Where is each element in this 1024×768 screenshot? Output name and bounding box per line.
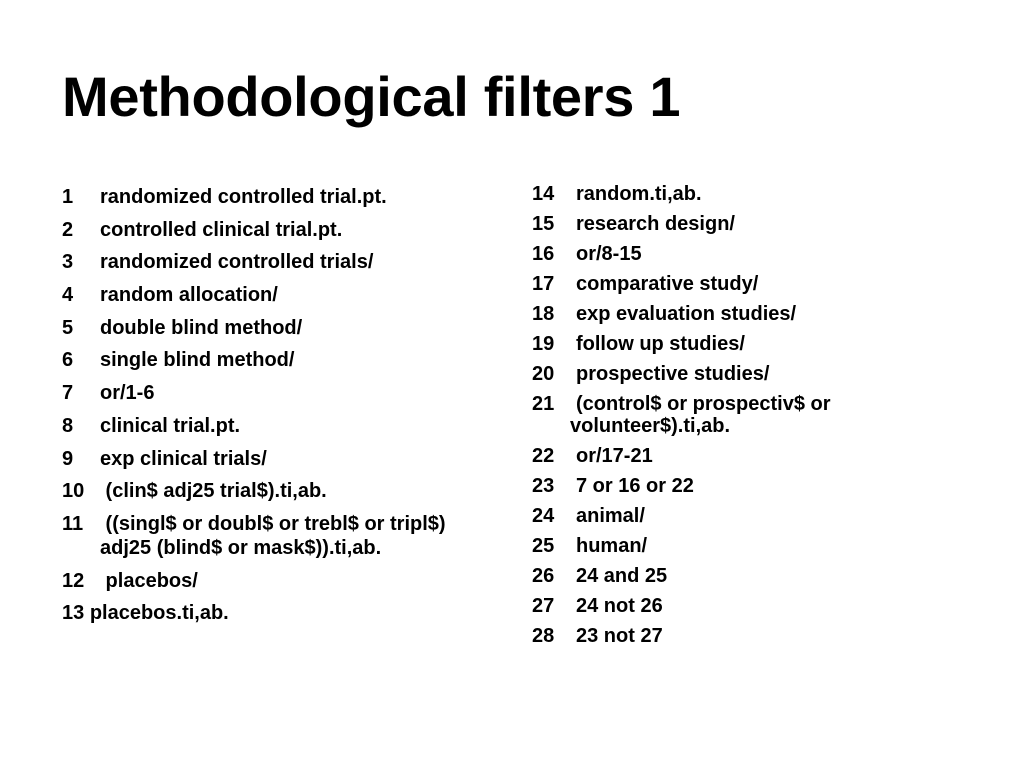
item-number: 14	[532, 183, 555, 205]
list-item	[532, 565, 1002, 587]
list-item	[62, 414, 512, 438]
list-item	[532, 303, 1002, 325]
item-text: exp evaluation studies/	[576, 303, 797, 325]
item-number: 20	[532, 363, 555, 385]
list-item	[62, 447, 512, 471]
item-number: 10	[62, 480, 85, 503]
item-text: double blind method/	[100, 316, 303, 339]
list-item	[532, 595, 1002, 617]
item-text: placebos.ti,ab.	[89, 602, 229, 625]
item-text-line2: volunteer$).ti,ab.	[570, 415, 731, 437]
list-item	[532, 333, 1002, 355]
item-number: 12	[62, 569, 85, 592]
list-item	[532, 393, 1002, 437]
item-number: 19	[532, 333, 555, 355]
item-number: 28	[532, 625, 555, 647]
list-item	[62, 601, 512, 625]
item-number: 1	[62, 186, 74, 208]
item-number: 27	[532, 595, 555, 617]
item-text: single blind method/	[100, 349, 295, 372]
list-item	[532, 213, 1002, 235]
list-item	[62, 283, 512, 307]
item-text: comparative study/	[576, 273, 759, 295]
item-text: animal/	[576, 505, 645, 527]
item-number: 13	[62, 602, 85, 625]
item-text: prospective studies/	[576, 363, 770, 385]
item-text: 24 not 26	[576, 595, 663, 617]
list-item	[532, 363, 1002, 385]
item-number: 21	[532, 393, 555, 415]
item-number: 11	[62, 512, 84, 535]
item-number: 18	[532, 303, 555, 325]
item-text: random allocation/	[100, 284, 278, 307]
item-number: 2	[62, 218, 74, 241]
item-number: 16	[532, 243, 555, 265]
item-text-line1: (control$ or prospectiv$ or	[576, 393, 831, 415]
filter-list-right	[532, 183, 1002, 655]
list-item	[532, 273, 1002, 295]
item-text: or/1-6	[100, 382, 155, 405]
item-number: 5	[62, 316, 74, 339]
list-item	[62, 218, 512, 242]
item-text: exp clinical trials/	[100, 447, 267, 470]
item-number: 26	[532, 565, 555, 587]
list-item	[62, 250, 512, 274]
item-text: (clin$ adj25 trial$).ti,ab.	[100, 480, 327, 503]
item-number: 4	[62, 284, 74, 307]
list-item	[532, 445, 1002, 467]
item-text: controlled clinical trial.pt.	[100, 218, 343, 241]
item-text: clinical trial.pt.	[100, 414, 241, 437]
item-number: 9	[62, 447, 74, 470]
item-text: 24 and 25	[576, 565, 668, 587]
list-item	[62, 185, 512, 209]
filter-list-left	[62, 185, 512, 634]
list-item	[62, 512, 512, 560]
list-item	[532, 183, 1002, 205]
item-text: follow up studies/	[576, 333, 745, 355]
item-number: 15	[532, 213, 555, 235]
list-item	[532, 505, 1002, 527]
item-text: or/8-15	[576, 243, 642, 265]
list-item	[532, 475, 1002, 497]
slide-title: Methodological filters 1	[62, 65, 681, 128]
list-item	[62, 569, 512, 593]
item-number: 6	[62, 349, 74, 372]
item-text: human/	[576, 535, 648, 557]
item-text: or/17-21	[576, 445, 653, 467]
list-item	[62, 381, 512, 405]
item-text: randomized controlled trial.pt.	[100, 186, 387, 208]
list-item	[532, 625, 1002, 647]
item-number: 8	[62, 414, 74, 437]
item-text: random.ti,ab.	[576, 183, 702, 205]
item-number: 7	[62, 382, 74, 405]
item-text: research design/	[576, 213, 735, 235]
item-number: 25	[532, 535, 555, 557]
list-item	[62, 479, 512, 503]
item-text: 23 not 27	[576, 625, 663, 647]
item-text: placebos/	[100, 569, 198, 592]
item-text-line2: adj25 (blind$ or mask$)).ti,ab.	[100, 536, 382, 559]
item-text: 7 or 16 or 22	[576, 475, 694, 497]
item-number: 22	[532, 445, 555, 467]
list-item	[532, 243, 1002, 265]
list-item	[62, 316, 512, 340]
list-item	[62, 348, 512, 372]
item-number: 17	[532, 273, 555, 295]
item-text: randomized controlled trials/	[100, 251, 374, 274]
item-number: 3	[62, 251, 74, 274]
list-item	[532, 535, 1002, 557]
item-number: 23	[532, 475, 555, 497]
item-text-line1: ((singl$ or doubl$ or trebl$ or tripl$)	[100, 512, 446, 535]
item-number: 24	[532, 505, 555, 527]
